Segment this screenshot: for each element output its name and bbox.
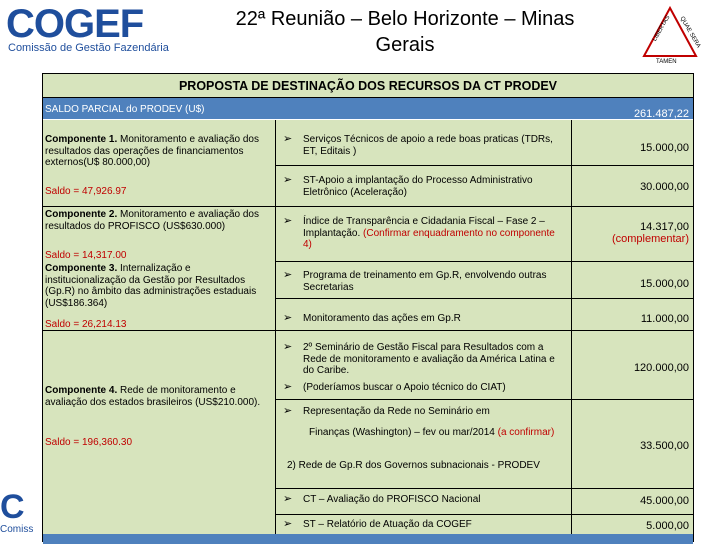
- list-item-continuation: Finanças (Washington) – fev ou mar/2014 (a confirmar): [309, 427, 555, 438]
- item-value: 33.500,00: [640, 440, 689, 452]
- list-item: ➢ CT – Avaliação do PROFISCO Nacional: [283, 493, 481, 505]
- arrow-bullet-icon: ➢: [283, 269, 293, 281]
- list-item: ➢ Representação da Rede no Seminário em: [283, 405, 490, 417]
- item-value: 45.000,00: [640, 495, 689, 507]
- cogef-logo: [6, 4, 186, 56]
- row-divider: [275, 165, 693, 166]
- svg-text:LIBERTAS: LIBERTAS: [652, 14, 672, 43]
- component-1-saldo: Saldo = 47,926.97: [45, 186, 127, 197]
- saldo-row: [43, 98, 693, 120]
- arrow-bullet-icon: ➢: [283, 493, 293, 505]
- row-divider: [275, 298, 693, 299]
- arrow-bullet-icon: ➢: [283, 312, 293, 324]
- minas-gerais-seal-icon: [642, 6, 702, 65]
- row-divider: [275, 488, 693, 489]
- logo-subtitle: Comissão de Gestão Fazendária: [8, 42, 169, 54]
- list-item: ➢ Índice de Transparência e Cidadania Fiscal – Fase 2 – Implantação. (Confirmar enquadramento no componente 4): [283, 215, 555, 250]
- title-line-1: 22ª Reunião – Belo Horizonte – Minas: [235, 8, 575, 30]
- svg-text:QUAE SERA: QUAE SERA: [678, 15, 702, 50]
- item-value: 5.000,00: [646, 520, 689, 532]
- row-divider: [275, 399, 693, 400]
- component-3: Componente 3. Internalização e institucionalização da Gestão por Resultados (Gp.R) no âmbito das administrações estaduais (US$186.364): [45, 263, 257, 309]
- item-value: 11.000,00: [640, 313, 689, 325]
- list-item: ➢ ST – Relatório de Atuação da COGEF: [283, 518, 472, 530]
- list-item: ➢ Serviços Técnicos de apoio a rede boas praticas (TDRs, ET, Editais ): [283, 133, 553, 157]
- logo-name: COGEF: [6, 2, 144, 46]
- row-divider: [43, 330, 693, 331]
- arrow-bullet-icon: ➢: [283, 341, 293, 353]
- table-bottom-band: [43, 534, 693, 544]
- row-divider: [275, 514, 693, 515]
- component-2-saldo: Saldo = 14,317.00: [45, 250, 127, 261]
- list-item: ➢ Programa de treinamento em Gp.R, envolvendo outras Secretarias: [283, 269, 547, 293]
- title-line-2: Gerais: [375, 34, 435, 56]
- arrow-bullet-icon: ➢: [283, 133, 293, 145]
- list-item: ➢ (Poderíamos buscar o Apoio técnico do CIAT): [283, 381, 506, 393]
- table-heading: PROPOSTA DE DESTINAÇÃO DOS RECURSOS DA CT PRODEV: [43, 74, 693, 98]
- section-note: 2) Rede de Gp.R dos Governos subnacionais - PRODEV: [287, 460, 540, 471]
- item-value: 120.000,00: [633, 362, 689, 374]
- svg-text:TAMEN: TAMEN: [656, 59, 677, 65]
- item-value: 15.000,00: [640, 278, 689, 290]
- component-3-saldo: Saldo = 26,214.13: [45, 319, 127, 330]
- saldo-value: 261.487,22: [633, 108, 689, 120]
- arrow-bullet-icon: ➢: [283, 518, 293, 530]
- cogef-logo-footer: C Comiss: [0, 488, 34, 535]
- resources-table: [42, 73, 694, 542]
- page-title: [190, 6, 620, 58]
- item-value: 15.000,00: [640, 142, 689, 154]
- arrow-bullet-icon: ➢: [283, 174, 293, 186]
- saldo-label: SALDO PARCIAL do PRODEV (U$): [45, 104, 205, 115]
- arrow-bullet-icon: ➢: [283, 381, 293, 393]
- arrow-bullet-icon: ➢: [283, 215, 293, 227]
- component-1: Componente 1. Monitoramento e avaliação dos resultados das operações de financiamentos externos(U$ 80.000,00): [45, 134, 259, 168]
- row-divider: [43, 206, 693, 207]
- item-value: 14.317,00 (complementar): [611, 221, 689, 245]
- component-2: Componente 2. Monitoramento e avaliação dos resultados do PROFISCO (US$630.000): [45, 209, 259, 232]
- list-item: ➢ ST-Apoio a implantação do Processo Administrativo Eletrônico (Aceleração): [283, 174, 533, 198]
- item-value: 30.000,00: [640, 181, 689, 193]
- arrow-bullet-icon: ➢: [283, 405, 293, 417]
- list-item: ➢ Monitoramento das ações em Gp.R: [283, 312, 461, 324]
- component-4: Componente 4. Rede de monitoramento e avaliação dos estados brasileiros (US$210.000).: [45, 385, 261, 408]
- list-item: ➢ 2º Seminário de Gestão Fiscal para Resultados com a Rede de monitoramento e avaliação da América Latina e do Caribe.: [283, 341, 555, 376]
- component-4-saldo: Saldo = 196,360.30: [45, 437, 133, 448]
- row-divider: [275, 261, 693, 262]
